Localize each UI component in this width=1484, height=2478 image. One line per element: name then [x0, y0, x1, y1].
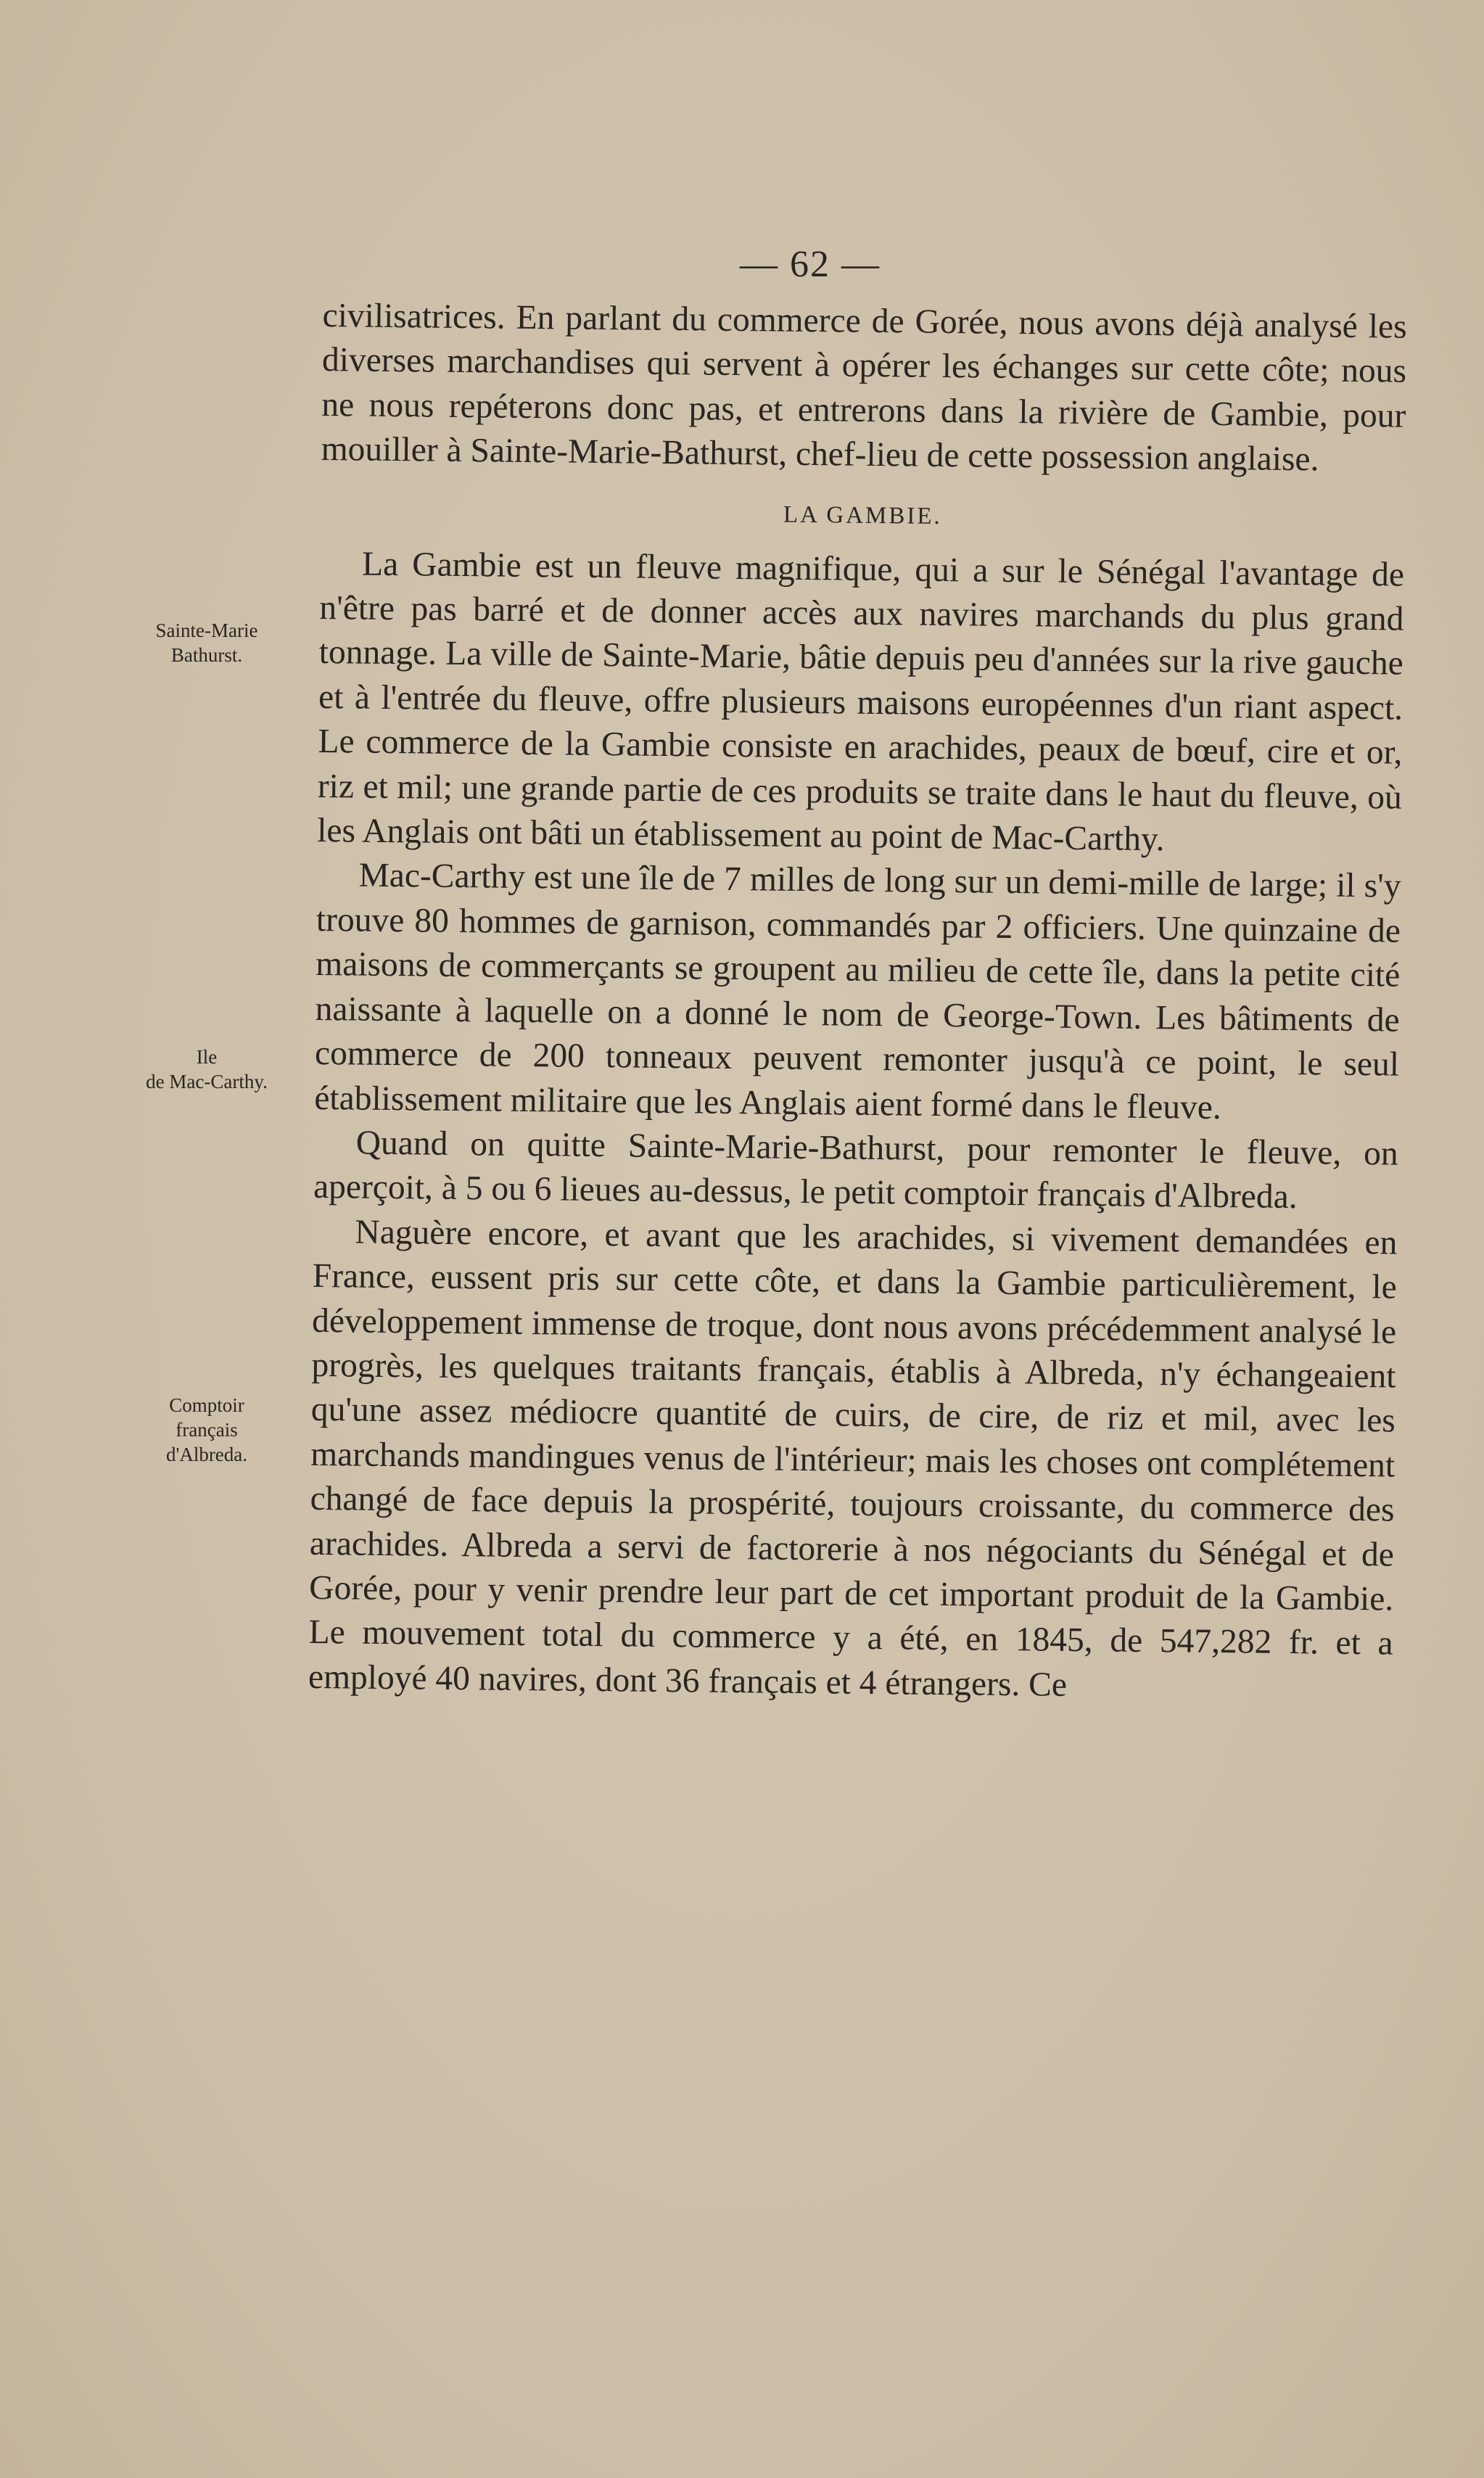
margin-note-line: de Mac-Carthy.	[146, 1071, 268, 1092]
margin-note-albreda	[109, 1393, 305, 1467]
margin-note-line: français	[176, 1419, 238, 1441]
margin-note-line: Bathurst.	[170, 644, 243, 666]
margin-note-mac-carthy	[109, 1045, 305, 1094]
body-text	[308, 294, 1407, 1711]
margin-note-sainte-marie	[109, 618, 305, 667]
margin-note-line: Ile	[196, 1046, 218, 1068]
page-number: — 62 —	[740, 244, 881, 285]
margin-note-line: Comptoir	[169, 1394, 244, 1416]
section-heading: LA GAMBIE.	[783, 501, 942, 530]
paragraph: La Gambie est un fleuve magnifique, qui a sur le Sénégal l'avantage de n'être pas barré et de donner accès aux navires marchands du plus grand tonnage. La ville de Sainte-Marie, bâtie depuis peu d'années sur la rive gauche et à l'entrée du fleuve, offre plusieurs maisons européennes d'un riant aspect. Le commerce de la Gambie consiste en arachides, peaux de bœuf, cire et or, riz et mil; une grande partie de ces produits se traite dans le haut du fleuve, où les Anglais ont bâti un établissement au point de Mac-Carthy.	[316, 545, 1405, 859]
paragraph: civilisatrices. En parlant du commerce de Gorée, nous avons déjà analysé les diverses marchandises qui servent à opérer les échanges sur cette côte; nous ne nous repéterons donc pas, et entrerons dans la rivière de Gambie, pour mouiller à Sainte-Marie-Bathurst, chef-lieu de cette possession anglaise.	[321, 296, 1407, 479]
margin-note-line: d'Albreda.	[165, 1444, 248, 1465]
margin-note-line: Sainte-Marie	[155, 620, 258, 641]
paragraph: Naguère encore, et avant que les arachides, si vivement demandées en France, eussent pris sur cette côte, et dans la Gambie particulièrement, le développement immense de troque, dont nous avons précédemment analysé le progrès, les quelques traitants français, établis à Albreda, n'y échangeaient qu'une assez médiocre quantité de cuirs, de cire, de riz et mil, avec les marchands mandingues venus de l'intérieur; mais les choses ont complétement changé de face depuis la prospérité, toujours croissante, du commerce des arachides. Albreda a servi de factorerie à nos négociants du Sénégal et de Gorée, pour y venir prendre leur part de cet important produit de la Gambie. Le mouvement total du commerce y a été, en 1845, de 547,282 fr. et a employé 40 navires, dont 36 français et 4 étrangers. Ce	[308, 1213, 1398, 1704]
paragraph: Quand on quitte Sainte-Marie-Bathurst, pour remonter le fleuve, on aperçoit, à 5 ou 6 lieues au-dessus, le petit comptoir français d'Albreda.	[313, 1124, 1398, 1217]
paragraph: Mac-Carthy est une île de 7 milles de long sur un demi-mille de large; il s'y trouve 80 hommes de garnison, commandés par 2 officiers. Une quinzaine de maisons de commerçants se groupent au milieu de cette île, dans la petite cité naissante à laquelle on a donné le nom de George-Town. Les bâtiments de commerce de 200 tonneaux peuvent remonter jusqu'à ce point, le seul établissement militaire que les Anglais aient formé dans le fleuve.	[314, 857, 1401, 1127]
